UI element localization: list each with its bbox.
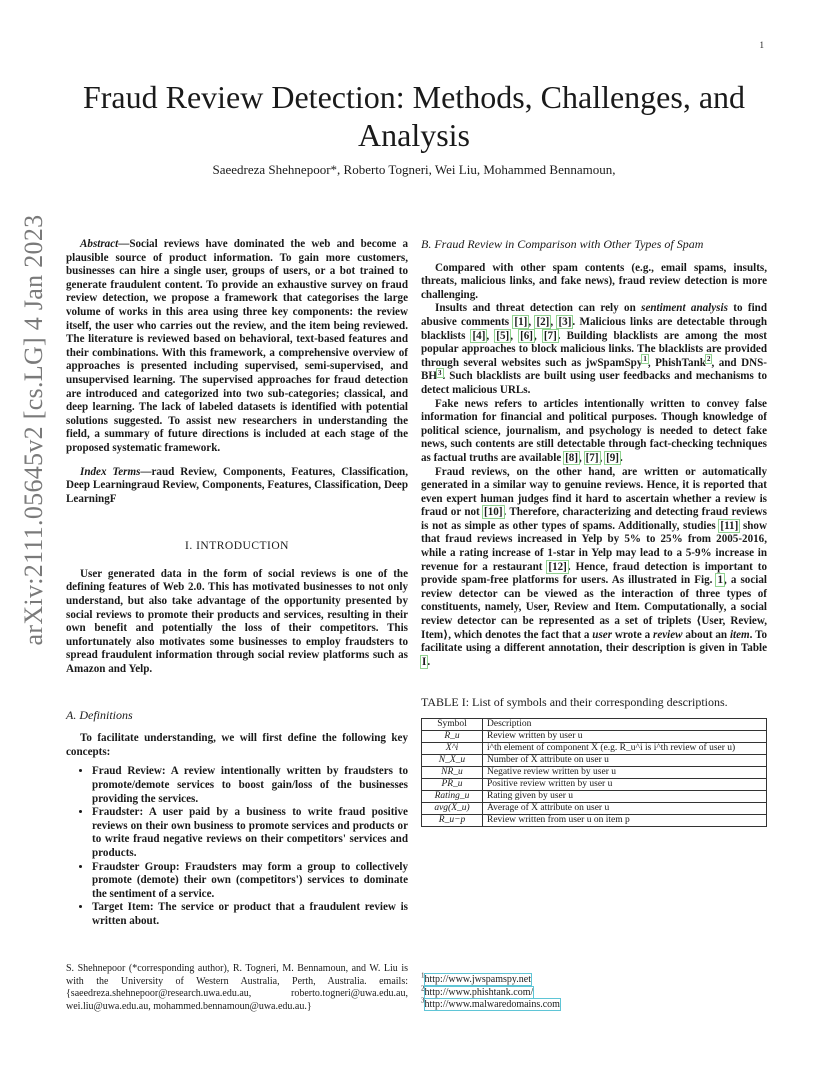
footnote: $^1$http://www.jwspamspy.net: [421, 971, 531, 985]
section-b-p3: Fake news refers to articles intentionally written to convey false information for financial and political purposes. Though knowledge of political science, journalism, and psychology is needed to detect fake news, such contents are still detectable through fact-checking techniques as factual truths are available [8], [7], [9].: [421, 397, 767, 464]
arxiv-id: arXiv:2111.05645v2 [cs.LG] 4 Jan 2023: [19, 214, 48, 646]
figure-link[interactable]: 1: [717, 574, 724, 587]
abstract-label: Abstract: [80, 238, 119, 250]
citation-link[interactable]: [5]: [496, 329, 510, 342]
footnote-url-link[interactable]: http://www.jwspamspy.net: [424, 974, 531, 985]
citation-link[interactable]: [8]: [565, 451, 579, 464]
abstract: Abstract—Social reviews have dominated the web and become a plausible source of product information. To gain more customers, businesses can hire a single user, groups of users, or a bot trained to generate fraudulent content. To provide an exhaustive survey on fraud review detection, we propose a framework that categorises the large volume of works in this area using three key components: the review itself, the user who carries out the review, and the item being reviewed. The literature is reviewed based on behavioral, text-based features and their combinations. With this framework, a comprehensive overview of approaches is presented including supervised, semi-supervised, and unsupervised learning. The supervised approaches for fraud detection are introduced and categorized into two sub-categories; classical, and deep learning. The lack of labeled datasets is identified with potential solutions suggested. To assist new researchers in understanding the field, a summary of future directions is included at each stage of the proposed systematic framework.: [66, 238, 408, 454]
page-number: 1: [759, 40, 764, 50]
index-terms-label: Index Terms: [80, 465, 141, 478]
citation-link[interactable]: [7]: [585, 451, 599, 464]
footnote-url-link[interactable]: http://www.phishtank.com/: [424, 986, 534, 998]
intro-text: User generated data in the form of social reviews is one of the defining features of Web 2.0. This has motivated businesses to not only understand, but also take advantage of the opportunity presented by social reviews to promote their products and services, resulting in their own benefit and potentially the loss of their competitors. This unfortunately also motivates some businesses to employ fraudsters to spread fraudulent information through social review platforms such as Amazon and Yelp.: [66, 567, 408, 676]
table-header: Symbol: [422, 719, 483, 731]
citation-link[interactable]: [12]: [548, 560, 567, 573]
table-caption: TABLE I: List of symbols and their corresponding descriptions.: [421, 695, 728, 710]
right-column: [421, 238, 767, 1038]
table-row: NR_u Negative review written by user u: [422, 767, 767, 779]
intro-heading: I. INTRODUCTION: [185, 540, 289, 553]
table-header-row: [422, 719, 767, 731]
definitions-intro: To facilitate understanding, we will first define the following key concepts:: [66, 732, 408, 758]
citation-link[interactable]: [7]: [543, 329, 557, 342]
list-item: • Fraudster: A user paid by a business to write fraud positive reviews on their own business to promote services and products or to write fraud negative reviews on their competitors' services and products.: [92, 806, 408, 860]
footnote-url-link[interactable]: http://www.malwaredomains.com: [424, 999, 560, 1010]
footnote-link[interactable]: 3: [438, 368, 442, 377]
citation-link[interactable]: [6]: [520, 329, 533, 342]
footnote: $^2$http://www.phishtank.com/: [421, 984, 534, 998]
footnote-link[interactable]: 2: [706, 355, 711, 364]
section-b-p2: Insults and threat detection can rely on sentiment analysis to find abusive comments [1], [2], [3]. Malicious links are detectable through blacklists [4], [5], [6], [7]. Building blacklists are among the most popular approaches to block malicious links. The blacklists are provided through several websites such as jwSpamSpy$^1$, PhishTank$^2$, and DNS-$BH^3$. Such blacklists are built using user feedbacks and mechanisms to detect malicious URLs.: [421, 302, 768, 396]
table-row: X^i i^th element of component X (e.g. R_u^i is i^th review of user u): [422, 743, 767, 755]
definitions-list: [66, 765, 408, 928]
index-terms-text: raud Review, Components, Features, Classification, Deep Learningraud Review, Components, Features, Classification, Deep LearningF: [66, 465, 408, 505]
symbols-table: [421, 718, 767, 827]
footnote: $^3$http://www.malwaredomains.com: [421, 996, 560, 1010]
citation-link[interactable]: [4]: [472, 329, 486, 342]
table-row: N_X_u Number of X attribute on user u: [422, 755, 767, 767]
section-b-p1: Compared with other spam contents (e.g., email spams, insults, threats, malicious links, and fake news), fraud review detection is more challenging.: [421, 261, 767, 301]
table-row: R_u−p Review written from user u on item p: [422, 815, 767, 827]
citation-link[interactable]: [2]: [536, 315, 550, 328]
table-row: Rating_u Rating given by user u: [422, 791, 767, 803]
citation-link[interactable]: [3]: [558, 315, 572, 328]
author-footnote: S. Shehnepoor (*corresponding author), R. Togneri, M. Bennamoun, and W. Liu is with the University of Western Australia, Perth, Australia. emails: {saeedreza.shehnepoor@research.uwa.edu.au, roberto.togneri@uwa.edu.au, wei.liu@uwa.edu.au, mohammed.bennamoun@uwa.edu.au.}: [66, 963, 408, 1012]
citation-link[interactable]: [11]: [720, 519, 739, 532]
list-item: • Fraudster Group: Fraudsters may form a group to collectively promote (demote) their own (competitors') services to dominate the sentiment of a service.: [92, 861, 408, 902]
authors: Saeedreza Shehnepoor*, Roberto Togneri, Wei Liu, Mohammed Bennamoun,: [212, 162, 616, 177]
arxiv-stamp: [0, 0, 58, 1072]
section-b-p4: Fraud reviews, on the other hand, are written or automatically generated in a similar way to genuine reviews. Hence, it is reported that even expert human judges find it hard to ascertain whether a review is fraud or not [10]. Therefore, characterizing and detecting fraud reviews is not as simple as other types of spams. Additionally, studies [11] show that fraud reviews increased in Yelp by 5% to 25% from 2005-2016, while a rating increase of 1-star in Yelp may lead to a 5-9% increase in revenue for a restaurant [12]. Hence, fraud detection is important to provide spam-free platforms for users. As illustrated in Fig. 1, a social review detector can be viewed as the interaction of three types of constituents, namely, User, Review and Item. Computationally, a social review detector can be represented as a set of triplets ⟨User, Review, Item⟩, which denotes the fact that a user wrote a review about an item. To facilitate using a different annotation, their description is given in Table I.: [421, 465, 767, 668]
list-item: • Target Item: The service or product that a fraudulent review is written about.: [92, 901, 408, 928]
section-b-heading: B. Fraud Review in Comparison with Other Types of Spam: [421, 237, 704, 251]
table-link[interactable]: I: [422, 655, 427, 668]
left-column: [66, 238, 408, 1038]
citation-link[interactable]: [9]: [606, 451, 619, 464]
citation-link[interactable]: [10]: [484, 506, 503, 519]
footnote-link[interactable]: 1: [643, 355, 647, 364]
abstract-text: Social reviews have dominated the web and become a plausible source of product information. To gain more customers, businesses can hire a single user, groups of users, or a bot trained to generate fraudulent content. To provide an exhaustive survey on fraud review detection, we propose a framework that categorises the large volume of works in this area using three key components: the review itself, the user who carries out the review, and the item being reviewed. The literature is reviewed based on behavioral, text-based features and their combinations. With this framework, a comprehensive overview of approaches is presented including supervised, semi-supervised, and unsupervised learning. The supervised approaches for fraud detection are introduced and categorized into two sub-categories; classical, and deep learning. The lack of labeled datasets is identified with potential solutions suggested. To assist new researchers in understanding the field, a summary of future directions is included at each stage of the proposed systematic framework.: [66, 238, 408, 454]
index-terms: Index Terms—raud Review, Components, Features, Classification, Deep Learningraud Review, Components, Features, Classification, Deep LearningF: [66, 465, 408, 505]
url-footnotes: [421, 971, 767, 1012]
table-header: Description: [483, 719, 767, 731]
table-row: avg(X_u) Average of X attribute on user u: [422, 803, 767, 815]
list-item: • Fraud Review: A review intentionally written by fraudsters to promote/demote services to boost gain/loss of the businesses providing the services.: [92, 765, 408, 806]
paper-title: Fraud Review Detection: Methods, Challenges, and Analysis: [82, 79, 746, 153]
citation-link[interactable]: [1]: [514, 315, 528, 328]
definitions-heading: A. Definitions: [66, 707, 133, 722]
table-row: PR_u Positive review written by user u: [422, 779, 767, 791]
table-row: R_u Review written by user u: [422, 731, 767, 743]
